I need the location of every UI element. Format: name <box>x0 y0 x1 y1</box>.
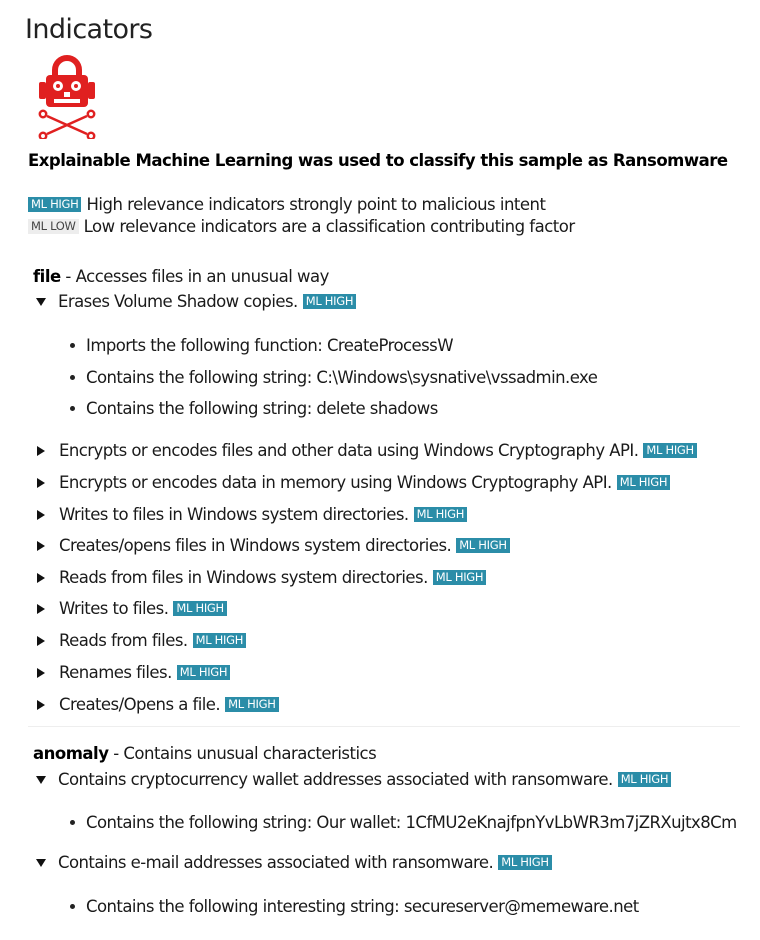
ml-high-badge: ML HIGH <box>498 855 551 870</box>
detail-text: Contains the following string: delete shadows <box>86 399 438 418</box>
ml-high-badge: ML HIGH <box>173 601 226 616</box>
section-divider <box>28 726 740 727</box>
section-description: - Accesses files in an unusual way <box>60 267 329 286</box>
indicator-item[interactable] <box>36 536 510 555</box>
collapsed-triangle-icon[interactable] <box>37 510 45 520</box>
indicator-detail <box>70 368 597 387</box>
indicator-detail <box>70 813 737 832</box>
bullet-icon <box>70 406 75 411</box>
indicator-text: Renames files. <box>59 663 172 682</box>
indicator-item[interactable] <box>36 441 697 460</box>
indicator-text: Reads from files. <box>59 631 188 650</box>
indicator-item[interactable] <box>36 599 227 618</box>
indicator-text: Erases Volume Shadow copies. <box>58 292 298 311</box>
indicator-detail <box>70 399 438 418</box>
detail-text: Contains the following string: C:\Windows\sysnative\vssadmin.exe <box>86 368 598 387</box>
section-name: anomaly <box>33 744 109 763</box>
section-title-file <box>33 267 329 286</box>
indicator-item[interactable] <box>36 473 670 492</box>
indicator-item[interactable] <box>36 770 671 789</box>
legend-high-text: High relevance indicators strongly point to malicious intent <box>86 195 546 214</box>
expanded-triangle-icon[interactable] <box>36 298 46 306</box>
collapsed-triangle-icon[interactable] <box>37 541 45 551</box>
detail-text: Contains the following string: Our wallet: 1CfMU2eKnajfpnYvLbWR3m7jZRXujtx8Cm <box>86 813 737 832</box>
legend-high <box>28 195 545 214</box>
ml-low-badge: ML LOW <box>28 219 79 234</box>
indicator-item[interactable] <box>36 631 246 650</box>
indicator-text: Reads from files in Windows system directories. <box>59 568 428 587</box>
section-name: file <box>33 267 61 286</box>
indicator-text: Contains e-mail addresses associated with ransomware. <box>58 853 494 872</box>
legend-low-text: Low relevance indicators are a classification contributing factor <box>83 217 575 236</box>
bullet-icon <box>70 820 75 825</box>
ml-high-badge: ML HIGH <box>28 197 81 212</box>
indicator-item[interactable] <box>36 505 467 524</box>
expanded-triangle-icon[interactable] <box>36 859 46 867</box>
bullet-icon <box>70 343 75 348</box>
ml-high-badge: ML HIGH <box>303 294 356 309</box>
classification-headline: Explainable Machine Learning was used to classify this sample as Ransomware <box>28 151 728 170</box>
collapsed-triangle-icon[interactable] <box>37 604 45 614</box>
bullet-icon <box>70 904 75 909</box>
detail-text: Imports the following function: CreateProcessW <box>86 336 453 355</box>
collapsed-triangle-icon[interactable] <box>37 668 45 678</box>
collapsed-triangle-icon[interactable] <box>37 573 45 583</box>
indicator-detail <box>70 897 639 916</box>
indicator-text: Encrypts or encodes files and other data using Windows Cryptography API. <box>59 441 639 460</box>
ml-high-badge: ML HIGH <box>618 772 671 787</box>
section-description: - Contains unusual characteristics <box>108 744 377 763</box>
ml-high-badge: ML HIGH <box>225 697 278 712</box>
section-title-anomaly <box>33 744 376 763</box>
legend-low <box>28 217 575 236</box>
detail-text: Contains the following interesting string: secureserver@memeware.net <box>86 897 639 916</box>
ml-high-badge: ML HIGH <box>643 443 696 458</box>
ransomware-robot-skull-icon <box>36 55 98 139</box>
indicator-text: Encrypts or encodes data in memory using Windows Cryptography API. <box>59 473 612 492</box>
indicator-text: Creates/Opens a file. <box>59 695 221 714</box>
collapsed-triangle-icon[interactable] <box>37 478 45 488</box>
indicator-item[interactable] <box>36 292 356 311</box>
bullet-icon <box>70 375 75 380</box>
indicator-text: Creates/opens files in Windows system directories. <box>59 536 452 555</box>
page-title: Indicators <box>25 14 153 45</box>
indicator-text: Writes to files. <box>59 599 169 618</box>
collapsed-triangle-icon[interactable] <box>37 700 45 710</box>
ml-high-badge: ML HIGH <box>456 538 509 553</box>
indicator-item[interactable] <box>36 853 552 872</box>
ml-high-badge: ML HIGH <box>617 475 670 490</box>
indicator-text: Writes to files in Windows system directories. <box>59 505 409 524</box>
ml-high-badge: ML HIGH <box>414 507 467 522</box>
indicator-text: Contains cryptocurrency wallet addresses associated with ransomware. <box>58 770 613 789</box>
indicator-item[interactable] <box>36 568 486 587</box>
ml-high-badge: ML HIGH <box>193 633 246 648</box>
expanded-triangle-icon[interactable] <box>36 776 46 784</box>
collapsed-triangle-icon[interactable] <box>37 446 45 456</box>
indicator-item[interactable] <box>36 663 230 682</box>
collapsed-triangle-icon[interactable] <box>37 636 45 646</box>
ml-high-badge: ML HIGH <box>177 665 230 680</box>
indicator-item[interactable] <box>36 695 279 714</box>
ml-high-badge: ML HIGH <box>433 570 486 585</box>
indicator-detail <box>70 336 453 355</box>
